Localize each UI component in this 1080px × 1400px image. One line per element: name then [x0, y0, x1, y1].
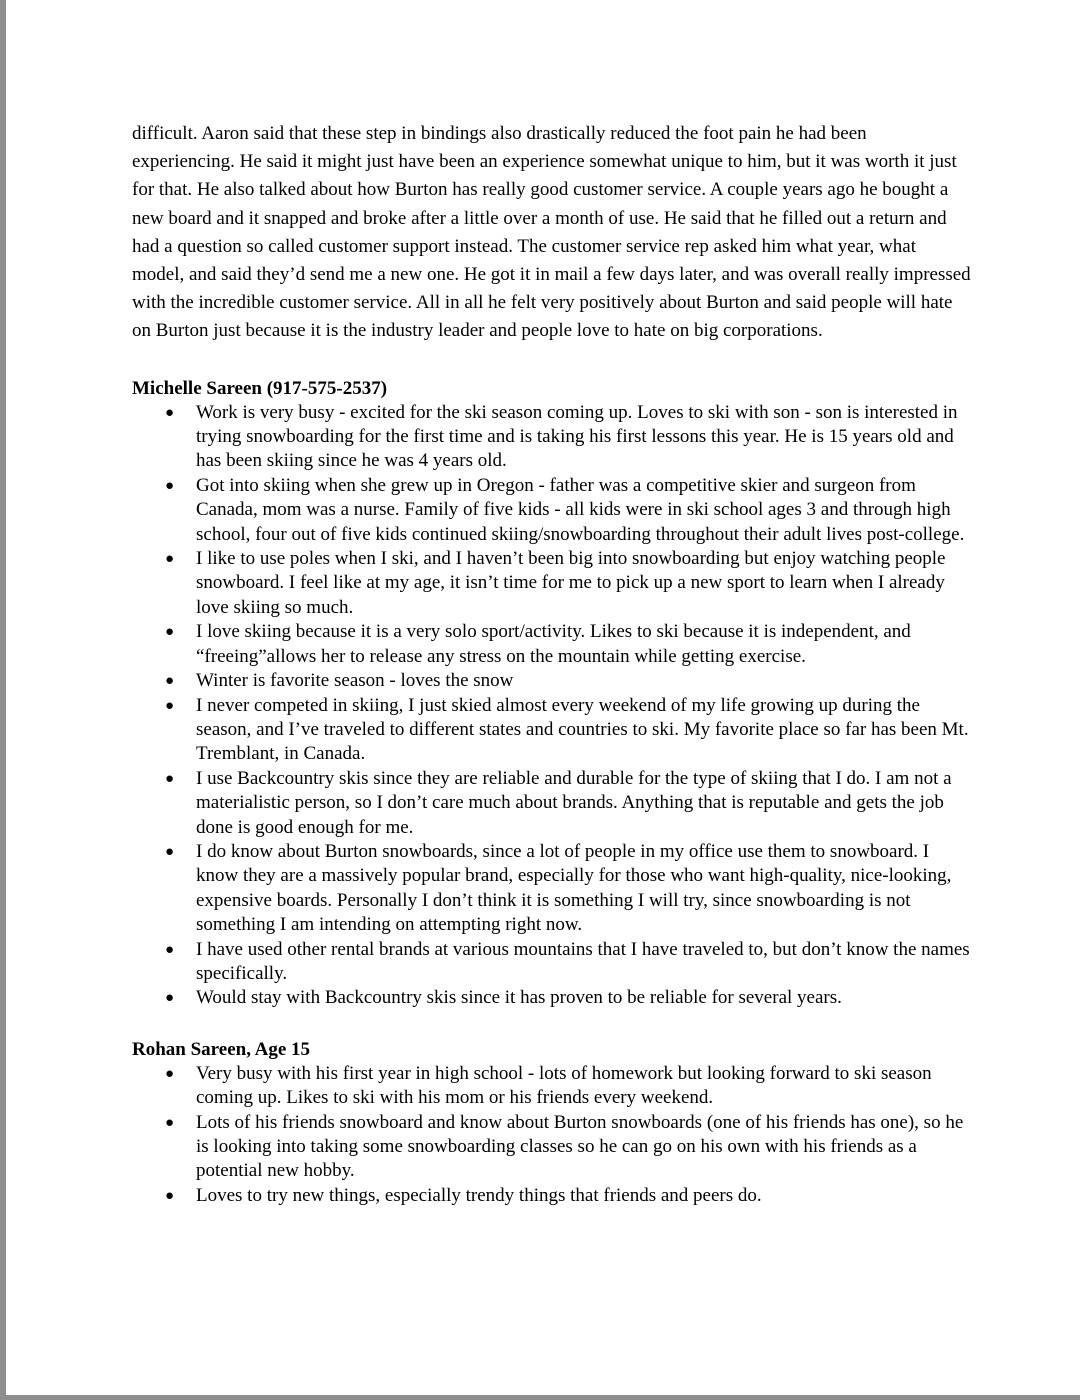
list-item-text: Winter is favorite season - loves the snow	[196, 670, 514, 692]
section-heading-michelle: Michelle Sareen (917-575-2537)	[132, 377, 388, 399]
bullet-icon: ●	[165, 770, 175, 787]
document-content	[132, 120, 972, 1208]
bullet-icon: ●	[165, 990, 175, 1007]
bullet-icon: ●	[165, 697, 175, 714]
list-item	[132, 669, 972, 693]
bullet-icon: ●	[165, 1114, 175, 1131]
section-heading-rohan: Rohan Sareen, Age 15	[132, 1038, 311, 1060]
bullet-icon: ●	[165, 843, 175, 860]
bullet-icon: ●	[165, 551, 175, 568]
spacer	[132, 346, 972, 377]
bullet-icon: ●	[165, 624, 175, 641]
bullet-icon: ●	[165, 404, 175, 421]
document-page	[6, 0, 1080, 1395]
list-item-text: I like to use poles when I ski, and I haven’t been big into snowboarding but enjoy watching people snowboard. I feel like at my age, it isn’t time for me to pick up a new sport to learn when I already love skiing so much.	[196, 548, 946, 618]
list-item	[132, 767, 972, 840]
list-item	[132, 986, 972, 1010]
list-item-text: I never competed in skiing, I just skied almost every weekend of my life growing up during the season, and I’ve traveled to different states and countries to ski. My favorite place so far has been Mt. Tremblant, in Canada.	[196, 694, 969, 765]
list-item-text: Work is very busy - excited for the ski season coming up. Loves to ski with son - son is interested in trying snowboarding for the first time and is taking his first lessons this year. He is 15 years old and has been skiing since he was 4 years old.	[196, 401, 958, 472]
list-item-text: Very busy with his first year in high school - lots of homework but looking forward to ski season coming up. Likes to ski with his mom or his friends every weekend.	[196, 1062, 932, 1109]
list-item-text: I have used other rental brands at various mountains that I have traveled to, but don’t know the names specifically.	[196, 938, 970, 984]
list-item-text: Got into skiing when she grew up in Oregon - father was a competitive skier and surgeon from Canada, mom was a nurse. Family of five kids - all kids were in ski school ages 3 and through high school, four out of five kids continued skiing/snowboarding throughout their adult lives post-college.	[196, 474, 965, 545]
list-item	[132, 1184, 972, 1208]
list-item-text: I love skiing because it is a very solo sport/activity. Likes to ski because it is independent, and “freeing”allows her to release any stress on the mountain while getting exercise.	[196, 621, 911, 667]
bullet-list-michelle	[132, 401, 972, 1011]
list-item-text: I do know about Burton snowboards, since a lot of people in my office use them to snowboard. I know they are a massively popular brand, especially for those who want high-quality, nice-looking, expensive boards. Personally I don’t think it is something I will try, since snowboarding is not something I am intending on attempting right now.	[196, 840, 952, 936]
bullet-icon: ●	[165, 477, 175, 494]
bullet-icon: ●	[165, 1187, 175, 1204]
bullet-icon: ●	[165, 673, 175, 690]
list-item	[132, 547, 972, 620]
list-item	[132, 1062, 972, 1111]
list-item-text: I use Backcountry skis since they are reliable and durable for the type of skiing that I do. I am not a materialistic person, so I don’t care much about brands. Anything that is reputable and gets the job done is good enough for me.	[196, 767, 952, 838]
list-item-text: Loves to try new things, especially trendy things that friends and peers do.	[196, 1184, 762, 1206]
intro-paragraph: difficult. Aaron said that these step in bindings also drastically reduced the foot pain he had been experiencing. He said it might just have been an experience somewhat unique to him, but it was worth it just for that. He also talked about how Burton has really good customer service. A couple years ago he bought a new board and it snapped and broke after a little over a month of use. He said that he filled out a return and had a question so called customer support instead. The customer service rep asked him what year, what model, and said they’d send me a new one. He got it in mail a few days later, and was overall really impressed with the incredible customer service. All in all he felt very positively about Burton and said people will hate on Burton just because it is the industry leader and people love to hate on big corporations.	[132, 123, 971, 342]
list-item-text: Would stay with Backcountry skis since it has proven to be reliable for several years.	[196, 987, 842, 1009]
bullet-list-rohan	[132, 1062, 972, 1208]
bullet-icon: ●	[165, 1065, 175, 1082]
list-item	[132, 474, 972, 547]
list-item-text: Lots of his friends snowboard and know about Burton snowboards (one of his friends has one), so he is looking into taking some snowboarding classes so he can go on his own with his friends as a potential new hobby.	[196, 1111, 964, 1182]
spacer	[132, 1011, 972, 1038]
list-item	[132, 840, 972, 938]
bullet-icon: ●	[165, 941, 175, 958]
list-item	[132, 694, 972, 767]
list-item	[132, 938, 972, 987]
list-item	[132, 620, 972, 669]
list-item	[132, 1111, 972, 1184]
list-item	[132, 401, 972, 474]
